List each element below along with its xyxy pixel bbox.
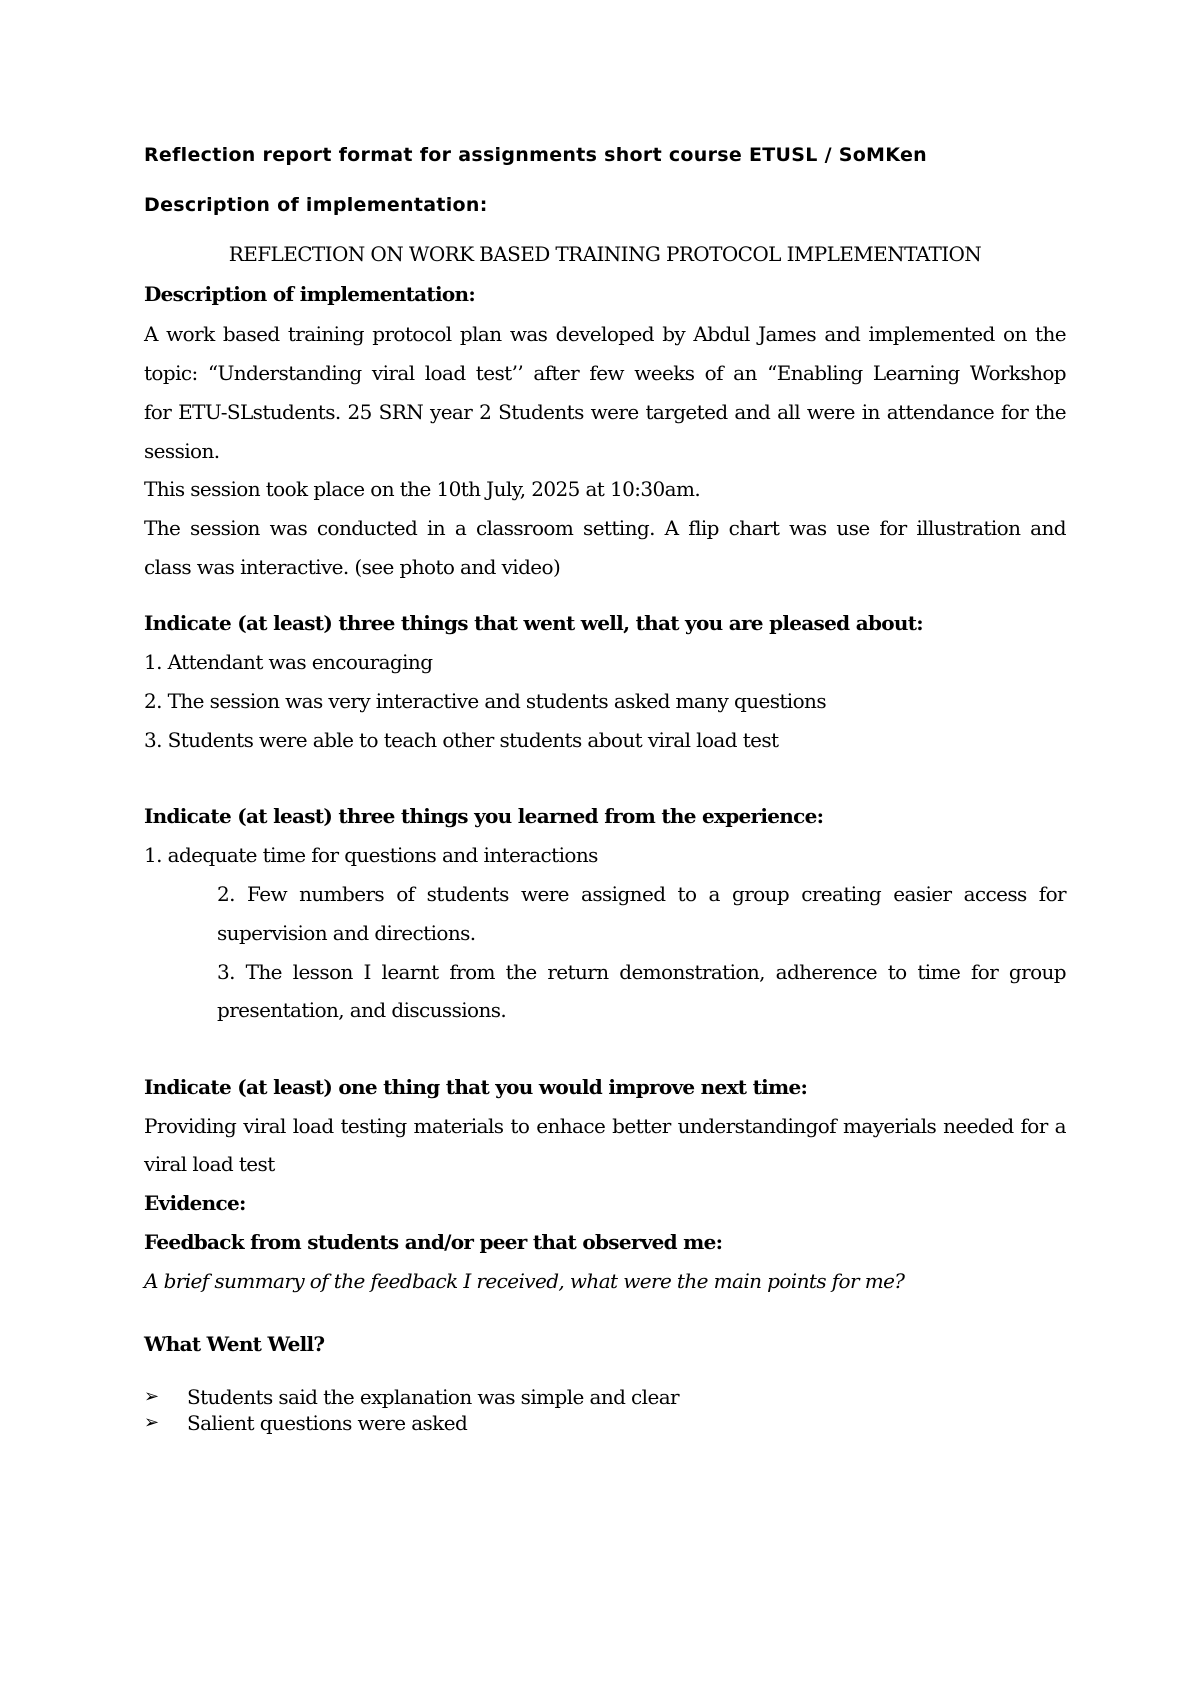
description-line: for ETU-SLstudents. 25 SRN year 2 Students were targeted and all were in attendance for the [144, 400, 1066, 424]
format-title: Reflection report format for assignments short course ETUSL / SoMKen [144, 144, 927, 166]
improve-line: viral load test [144, 1152, 275, 1176]
description-line: This session took place on the 10th July, 2025 at 10:30am. [144, 477, 701, 501]
improve-line: Providing viral load testing materials to enhace better understandingof mayerials needed for a [144, 1114, 1066, 1138]
description-line: topic: “Understanding viral load test’’ after few weeks of an “Enabling Learning Workshop [144, 361, 1066, 385]
learned-line: 2. Few numbers of students were assigned to a group creating easier access for [217, 882, 1066, 906]
feedback-heading: Feedback from students and/or peer that observed me: [144, 1230, 723, 1254]
evidence-heading: Evidence: [144, 1191, 246, 1215]
feedback-prompt: A brief summary of the feedback I received, what were the main points for me? [144, 1269, 905, 1293]
went-well-item: 3. Students were able to teach other students about viral load test [144, 728, 779, 752]
bullet-item: Students said the explanation was simple and clear [187, 1385, 679, 1409]
went-well-item: 2. The session was very interactive and students asked many questions [144, 689, 826, 713]
description-heading: Description of implementation: [144, 282, 476, 306]
description-line: A work based training protocol plan was developed by Abdul James and implemented on the [144, 322, 1066, 346]
arrow-bullet-icon: ➢ [144, 1386, 160, 1407]
what-went-well-heading: What Went Well? [144, 1332, 325, 1356]
learned-heading: Indicate (at least) three things you learned from the experience: [144, 804, 824, 828]
learned-line: 3. The lesson I learnt from the return demonstration, adherence to time for group [217, 960, 1066, 984]
description-line: session. [144, 439, 220, 463]
description-line: class was interactive. (see photo and video) [144, 555, 561, 579]
went-well-heading: Indicate (at least) three things that went well, that you are pleased about: [144, 611, 923, 635]
arrow-bullet-icon: ➢ [144, 1412, 160, 1433]
description-label: Description of implementation: [144, 194, 488, 216]
learned-line: supervision and directions. [217, 921, 476, 945]
report-title: REFLECTION ON WORK BASED TRAINING PROTOCOL IMPLEMENTATION [228, 242, 982, 266]
went-well-item: 1. Attendant was encouraging [144, 650, 433, 674]
improve-heading: Indicate (at least) one thing that you would improve next time: [144, 1075, 808, 1099]
learned-line: presentation, and discussions. [217, 998, 507, 1022]
description-line: The session was conducted in a classroom setting. A flip chart was use for illustration and [144, 516, 1066, 540]
learned-line: 1. adequate time for questions and interactions [144, 843, 598, 867]
bullet-item: Salient questions were asked [187, 1411, 468, 1435]
